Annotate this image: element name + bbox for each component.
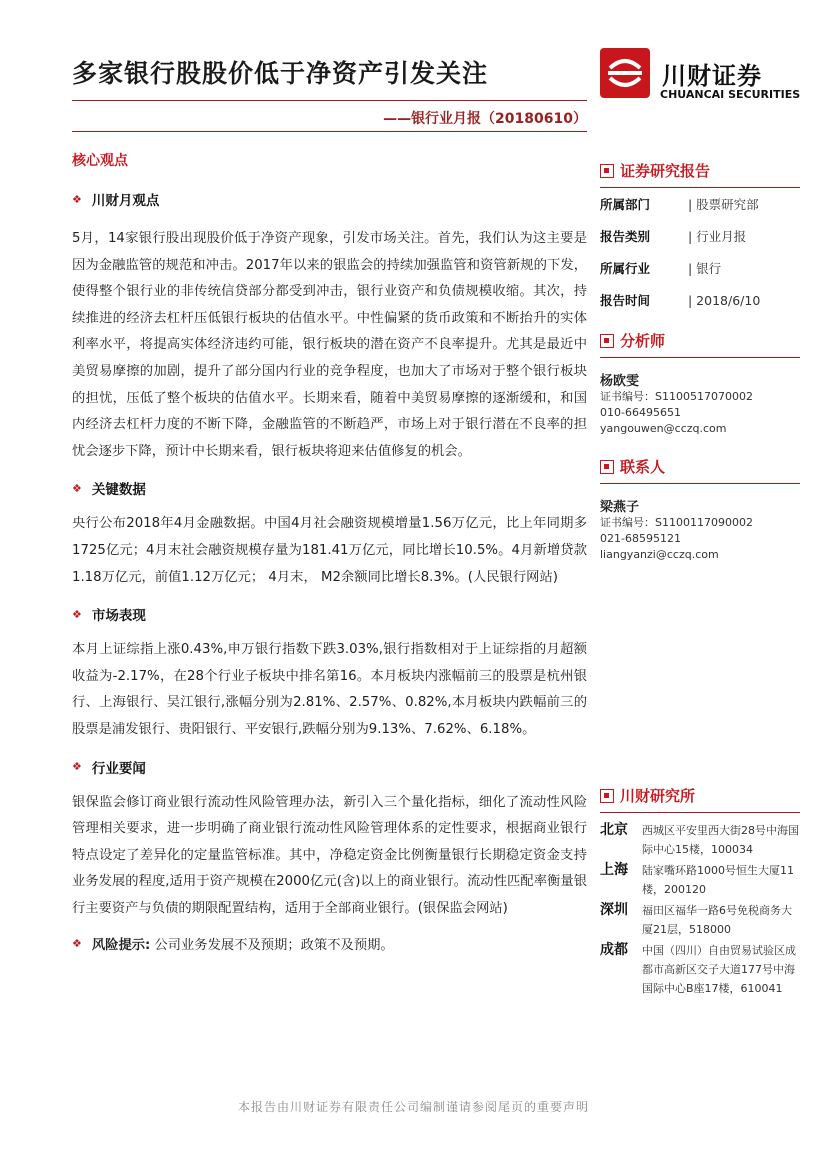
sidebar-institute bbox=[600, 785, 800, 998]
company-logo-english: CHUANCAI SECURITIES bbox=[660, 88, 801, 101]
section-heading-news: ❖ 行业要闻 bbox=[72, 760, 146, 777]
analyst-cert: 证书编号：S1100517070002 bbox=[600, 390, 753, 403]
industry-news-text: 银保监会修订商业银行流动性风险管理办法，新引入三个量化指标，细化了流动性风险管理相关要求，进一步明确了商业银行流动性风险管理体系的定性要求，根据商业银行特点设定了差异化的定量监管标准。其中，净稳定资金比例衡量银行长期稳定资金支持业务发展的程度,适用于资产规模在2000亿元(含)以上的商业银行。流动性匹配率衡量银行主要资产与负债的期限配置结构，适用于全部商业银行。(银保监会网站) bbox=[72, 794, 587, 916]
info-row-industry: 所属行业 | 银行 bbox=[600, 261, 722, 276]
square-bullet-icon bbox=[600, 460, 614, 474]
page-footer-disclaimer: 本报告由川财证券有限责任公司编制谨请参阅尾页的重要声明 bbox=[237, 1100, 589, 1114]
subtitle-rule bbox=[72, 131, 587, 132]
section-heading-monthly: ❖ 川财月观点 bbox=[72, 192, 160, 209]
sidebar-report-info bbox=[600, 160, 800, 316]
contact-email[interactable]: liangyanzi@cczq.com bbox=[600, 548, 719, 561]
report-title: 多家银行股股价低于净资产引发关注 bbox=[72, 59, 489, 88]
square-bullet-icon bbox=[600, 164, 614, 178]
sidebar-analyst bbox=[600, 330, 800, 437]
monthly-view-text: 5月，14家银行股出现股价低于净资产现象，引发市场关注。首先，我们认为这主要是因为金融监管的规范和冲击。2017年以来的银监会的持续加强监管和资管新规的下发，使得整个银行业的非传统信贷部分都受到冲击，银行业资产和负债规模收缩。其次，持续推进的经济去杠杆压低银行板块的估值水平。中性偏紧的货币政策和不断抬升的实体利率水平，将提高实体经济违约可能，银行板块的潜在资产不良率提升。尤其是最近中美贸易摩擦的加剧，提升了部分国内行业的竞争程度，也加大了市场对于整个银行板块的担忧，压低了整个板块的估值水平。长期来看，随着中美贸易摩擦的逐渐缓和，和国内经济去杠杆力度的不断下降，金融监管的不断趋严，市场上对于银行潜在不良率的担忧会逐步下降，预计中长期来看，银行板块将迎来估值修复的机会。 bbox=[72, 231, 587, 459]
diamond-bullet-icon: ❖ bbox=[72, 481, 82, 495]
office-chengdu: 成都 中国（四川）自由贸易试验区成都市高新区交子大道177号中海国际中心B座17楼，610041 bbox=[600, 942, 796, 995]
analyst-email[interactable]: yangouwen@cczq.com bbox=[600, 422, 727, 435]
contact-phone: 021-68595121 bbox=[600, 532, 681, 545]
sidebar-heading-report: 证券研究报告 bbox=[600, 160, 800, 181]
info-row-category: 报告类别 | 行业月报 bbox=[600, 229, 747, 244]
diamond-bullet-icon: ❖ bbox=[72, 760, 82, 773]
analyst-name: 杨欧雯 bbox=[600, 374, 640, 389]
square-bullet-icon bbox=[600, 789, 614, 803]
analyst-phone: 010-66495651 bbox=[600, 406, 681, 419]
title-rule bbox=[72, 100, 587, 101]
office-shanghai: 上海 陆家嘴环路1000号恒生大厦11楼，200120 bbox=[600, 862, 794, 896]
sidebar-heading-contact: 联系人 bbox=[600, 456, 800, 477]
risk-warning: ❖ 风险提示: 公司业务发展不及预期；政策不及预期。 bbox=[72, 937, 394, 954]
section-heading-keydata: ❖ 关键数据 bbox=[72, 481, 146, 499]
key-data-text: 央行公布2018年4月金融数据。中国4月社会融资规模增量1.56万亿元，比上年同期多1725亿元；4月末社会融资规模存量为181.41万亿元，同比增长10.5%。4月新增贷款1.18万亿元，前值1.12万亿元； 4月末， M2余额同比增长8.3%。(人民银行网站) bbox=[72, 516, 587, 585]
contact-cert: 证书编号：S1100117090002 bbox=[600, 516, 753, 529]
sidebar-heading-institute: 川财研究所 bbox=[600, 785, 800, 806]
section-heading-market: ❖ 市场表现 bbox=[72, 607, 146, 625]
office-beijing: 北京 西城区平安里西大街28号中海国际中心15楼，100034 bbox=[600, 822, 799, 856]
diamond-bullet-icon: ❖ bbox=[72, 192, 82, 206]
info-row-department: 所属部门 | 股票研究部 bbox=[600, 197, 759, 212]
company-logo-icon bbox=[600, 48, 650, 98]
info-row-date: 报告时间 | 2018/6/10 bbox=[600, 292, 761, 308]
office-shenzhen: 深圳 福田区福华一路6号免税商务大厦21层，518000 bbox=[600, 902, 792, 936]
diamond-bullet-icon: ❖ bbox=[72, 937, 82, 951]
report-subtitle: ——银行业月报（20180610） bbox=[383, 111, 587, 127]
core-view-label: 核心观点 bbox=[72, 153, 128, 169]
square-bullet-icon bbox=[600, 334, 614, 348]
diamond-bullet-icon: ❖ bbox=[72, 607, 82, 621]
company-logo-text: 川财证券 bbox=[662, 62, 762, 90]
contact-name: 梁燕子 bbox=[600, 500, 640, 515]
sidebar-contact bbox=[600, 456, 800, 563]
sidebar-heading-analyst: 分析师 bbox=[600, 330, 800, 351]
main-column bbox=[72, 188, 587, 953]
market-performance-text: 本月上证综指上涨0.43%,申万银行指数下跌3.03%,银行指数相对于上证综指的月超额收益为-2.17%，在28个行业子板块中排名第16。本月板块内涨幅前三的股票是杭州银行、上海银行、吴江银行,涨幅分别为2.81%、2.57%、0.82%,本月板块内跌幅前三的股票是浦发银行、贵阳银行、平安银行,跌幅分别为9.13%、7.62%、6.18%。 bbox=[72, 642, 587, 737]
